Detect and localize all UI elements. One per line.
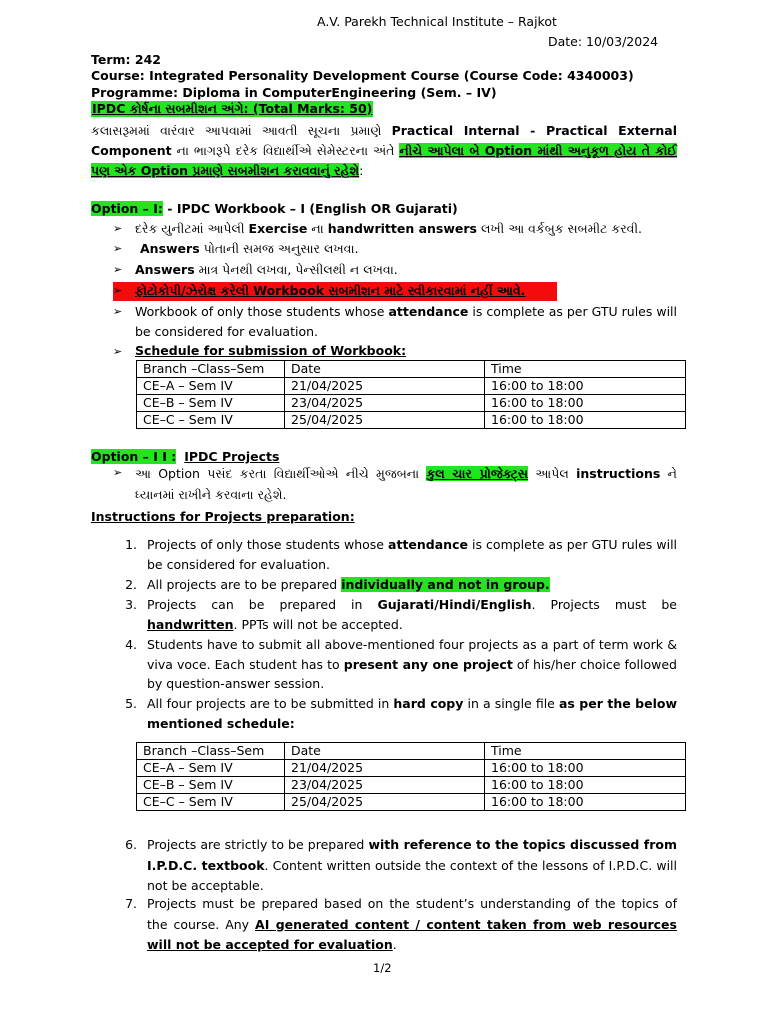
list-number: 1. [125, 537, 137, 552]
text: in a single file [463, 696, 559, 711]
text-bold: Exercise [248, 221, 308, 236]
text-bold: attendance [388, 537, 468, 552]
text-bold: hard copy [393, 696, 464, 711]
instruction-4 [147, 635, 677, 694]
text: . Content written outside the context of the lessons of I.P.D.C. will not be acceptable. [147, 857, 677, 893]
text: of his/her choice followed by question-answer session. [147, 656, 677, 691]
arrow-bullet-icon: ➢ [113, 222, 123, 235]
ai-content-warning: AI generated content / content taken from web resources will not be accepted for evaluation [147, 916, 677, 952]
instruction-7 [147, 894, 677, 956]
table-header-cell: Date [285, 361, 485, 378]
intro-paragraph [91, 121, 677, 181]
intro-practical: Practical Internal - Practical External Component [91, 123, 677, 158]
table-cell: CE–C – Sem IV [137, 794, 285, 811]
text-bold: Answers [135, 262, 195, 277]
text: ને ધ્યાનમાં રાખીને કરવાના રહેશે. [135, 466, 677, 502]
intro-colon: : [359, 163, 364, 178]
table-header-cell: Time [485, 743, 686, 760]
option1-bullet-1 [135, 221, 642, 237]
text: Workbook of only those students whose [135, 304, 389, 319]
table-header-row [137, 743, 686, 760]
four-projects-highlight: કુલ ચાર પ્રોજેક્ટ્સ [426, 466, 528, 481]
table-cell: 16:00 to 18:00 [485, 794, 686, 811]
table-cell: 23/04/2025 [285, 777, 485, 794]
institute-name: A.V. Parekh Technical Institute – Rajkot [317, 14, 557, 29]
instruction-3 [147, 595, 677, 634]
text: . PPTs will not be accepted. [233, 616, 403, 632]
text-bold: handwritten answers [327, 221, 477, 236]
instruction-5 [147, 694, 677, 733]
table-row [137, 412, 686, 429]
workbook-schedule-table [136, 360, 686, 429]
list-number: 4. [125, 637, 137, 652]
option1-bullet-5 [135, 302, 677, 342]
text-bold: Answers [140, 241, 200, 256]
option1-bullet-4-warning: ફોટોકોપી/ઝેરોક્ષ કરેલી Workbook સબમીશન માટે સ્વીકારવામાં નહીં આવે. [135, 283, 526, 298]
course: Course: Integrated Personality Development Course (Course Code: 4340003) [91, 68, 634, 83]
table-cell: 25/04/2025 [285, 412, 485, 429]
text: . [392, 937, 397, 952]
table-cell: CE–B – Sem IV [137, 777, 285, 794]
table-cell: 25/04/2025 [285, 794, 485, 811]
text-bold: instructions [576, 466, 661, 481]
table-cell: 21/04/2025 [285, 378, 485, 395]
text: Students have to submit all above-mentioned four projects as a part of term work & viva voce. Each student has to [147, 637, 677, 672]
list-number: 5. [125, 696, 137, 711]
arrow-bullet-icon: ➢ [113, 345, 123, 358]
arrow-bullet-icon: ➢ [113, 242, 123, 255]
text-bold: present any one project [343, 656, 513, 672]
text-bold-underline: handwritten [147, 616, 234, 632]
table-cell: CE–A – Sem IV [137, 378, 285, 395]
option1-bullet-3 [135, 262, 398, 278]
programme: Programme: Diploma in ComputerEngineering (Sem. – IV) [91, 85, 497, 100]
arrow-bullet-icon: ➢ [113, 263, 123, 276]
table-cell: 16:00 to 18:00 [485, 395, 686, 412]
arrow-bullet-icon: ➢ [113, 305, 123, 318]
option2-tag: Option – I I : [91, 449, 177, 464]
text: લખી આ વર્કબુક સબમીટ કરવી. [476, 221, 642, 236]
table-cell: 16:00 to 18:00 [485, 378, 686, 395]
table-cell: CE–B – Sem IV [137, 395, 285, 412]
individual-highlight: individually and not in group. [341, 577, 550, 592]
instruction-6 [147, 835, 677, 897]
text-bold: with reference to the topics discussed from I.P.D.C. textbook [147, 837, 677, 873]
text: Projects of only those students whose [147, 537, 389, 552]
option1-tag: Option – I: [91, 201, 163, 216]
instructions-heading: Instructions for Projects preparation: [91, 509, 355, 524]
option1-bullet-2 [140, 241, 359, 257]
text: આ Option પસંદ કરતા વિદ્યાર્થીઓએ નીચે મુજબના [135, 466, 427, 481]
table-cell: 16:00 to 18:00 [485, 760, 686, 777]
list-number: 6. [125, 837, 137, 852]
intro-option-note: નીચે આપેલા બે Option માંથી અનુકૂળ હોય તે કોઈ પણ એક Option પ્રમાણે સબમીશન કરાવવાનું રહેશે [91, 143, 677, 178]
instruction-2 [147, 575, 677, 595]
submission-heading: IPDC કોર્ષના સબમીશન અંગે: (Total Marks: 50) [92, 101, 373, 116]
list-number: 7. [125, 896, 137, 911]
table-cell: CE–C – Sem IV [137, 412, 285, 429]
text-bold: attendance [388, 304, 469, 319]
table-header-row [137, 361, 686, 378]
option2-bullet-1 [135, 463, 677, 505]
table-row [137, 378, 686, 395]
table-header-cell: Time [485, 361, 686, 378]
intro-text: કલાસરૂમમાં વારંવાર આપવામાં આવતી સૂચના પ્રમાણે [91, 123, 392, 138]
text-bold: as per the below mentioned schedule: [147, 696, 678, 731]
arrow-bullet-icon: ➢ [113, 466, 123, 479]
table-cell: CE–A – Sem IV [137, 760, 285, 777]
text: All projects are to be prepared [147, 577, 342, 592]
text: પોતાની સમજ અનુસાર લખવા. [199, 241, 359, 256]
table-cell: 23/04/2025 [285, 395, 485, 412]
document-date: Date: 10/03/2024 [548, 34, 659, 49]
text: is complete as per GTU rules will be considered for evaluation. [135, 304, 677, 339]
option1-title: - IPDC Workbook – I (English OR Gujarati) [162, 201, 458, 216]
text: દરેક યુનીટમાં આપેલી [135, 221, 249, 236]
text: is complete as per GTU rules will be considered for evaluation. [147, 537, 678, 572]
text: આપેલ [527, 466, 577, 481]
text: માત્ર પેનથી લખવા, પેન્સીલથી ન લખવા. [194, 262, 398, 277]
intro-text-2: ના ભાગરૂપે દરેક વિદ્યાર્થીએ સેમેસ્ટરના અંતે [171, 143, 400, 158]
list-number: 2. [125, 577, 137, 592]
project-schedule-table [136, 742, 686, 811]
text: Projects must be prepared based on the student’s understanding of the topics of the course. Any [147, 896, 677, 932]
table-cell: 16:00 to 18:00 [485, 777, 686, 794]
table-header-cell: Date [285, 743, 485, 760]
table-row [137, 794, 686, 811]
text: . Projects must be [531, 597, 677, 612]
workbook-schedule-heading: Schedule for submission of Workbook: [135, 343, 407, 358]
option1-heading [91, 201, 458, 216]
page-number: 1/2 [373, 961, 392, 975]
text: Projects can be prepared in [147, 597, 378, 612]
option2-heading [91, 449, 279, 464]
table-header-cell: Branch –Class–Sem [137, 361, 285, 378]
list-number: 3. [125, 597, 137, 612]
table-row [137, 395, 686, 412]
text-bold: Gujarati/Hindi/English [377, 597, 532, 612]
term: Term: 242 [91, 52, 161, 67]
table-cell: 16:00 to 18:00 [485, 412, 686, 429]
table-row [137, 777, 686, 794]
text: ના [307, 221, 328, 236]
option2-title: IPDC Projects [184, 449, 280, 464]
text: All four projects are to be submitted in [147, 696, 394, 711]
table-header-cell: Branch –Class–Sem [137, 743, 285, 760]
table-row [137, 760, 686, 777]
table-cell: 21/04/2025 [285, 760, 485, 777]
text: Projects are strictly to be prepared [147, 837, 369, 852]
instruction-1 [147, 535, 677, 574]
arrow-bullet-icon: ➢ [113, 284, 123, 297]
